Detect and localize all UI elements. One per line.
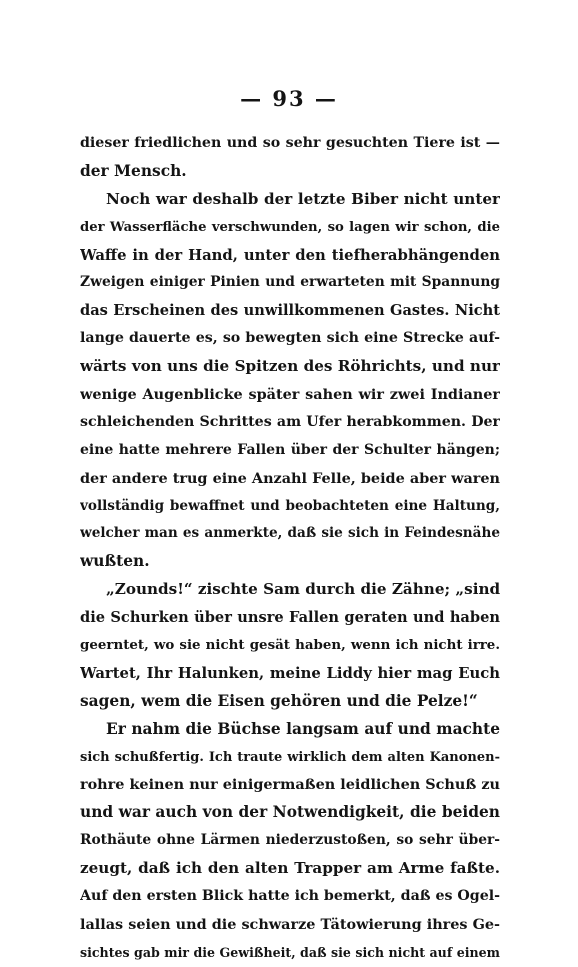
text-line: eine hatte mehrere Fallen über der Schulter hängen; — [80, 441, 500, 458]
text-line: das Erscheinen des unwillkommenen Gastes. Nicht — [80, 302, 500, 320]
text-line: sagen, wem die Eisen gehören und die Pelze!“ — [80, 691, 478, 710]
text-line: Rothäute ohne Lärmen niederzustoßen, so sehr über- — [80, 832, 500, 849]
text-line: sich schußfertig. Ich traute wirklich dem alten Kanonen- — [80, 749, 500, 765]
text-line: Noch war deshalb der letzte Biber nicht unter — [106, 189, 500, 208]
text-line: wenige Augenblicke später sahen wir zwei Indianer — [80, 386, 500, 404]
text-line: Zweigen einiger Pinien und erwarteten mit Spannung — [80, 274, 500, 291]
text-line: lange dauerte es, so bewegten sich eine Strecke auf- — [80, 330, 500, 347]
text-line: der Mensch. — [80, 161, 187, 180]
text-line: zeugt, daß ich den alten Trapper am Arme faßte. — [80, 859, 500, 878]
text-line: dieser friedlichen und so sehr gesuchten Tiere ist — — [80, 135, 500, 151]
text-line: welcher man es anmerkte, daß sie sich in Feindesnähe — [80, 525, 500, 542]
text-line: Waffe in der Hand, unter den tiefherabhängenden — [80, 246, 500, 264]
text-line: rohre keinen nur einigermaßen leidlichen Schuß zu — [80, 776, 500, 794]
text-line: geerntet, wo sie nicht gesät haben, wenn ich nicht irre. — [80, 637, 500, 654]
text-line: lallas seien und die schwarze Tätowierung ihres Ge- — [80, 915, 500, 933]
text-line: Er nahm die Büchse langsam auf und machte — [106, 719, 500, 738]
text-line: „Zounds!“ zischte Sam durch die Zähne; „sind — [106, 580, 500, 599]
text-line: wärts von uns die Spitzen des Röhrichts, und nur — [80, 357, 500, 376]
text-line: wußten. — [80, 552, 150, 571]
text-line: die Schurken über unsre Fallen geraten und haben — [80, 609, 500, 627]
text-line: und war auch von der Notwendigkeit, die beiden — [80, 803, 500, 822]
text-line: Auf den ersten Blick hatte ich bemerkt, daß es Ogel- — [80, 888, 500, 905]
text-line: der Wasserfläche verschwunden, so lagen wir schon, die — [80, 219, 500, 235]
text-line: vollständig bewaffnet und beobachteten eine Haltung, — [80, 497, 500, 514]
text-line: Wartet, Ihr Halunken, meine Liddy hier mag Euch — [80, 664, 500, 682]
page-number: — 93 — — [240, 86, 338, 111]
body-text — [80, 130, 500, 967]
text-line: der andere trug eine Anzahl Felle, beide aber waren — [80, 469, 500, 487]
text-line: schleichenden Schrittes am Ufer herabkommen. Der — [80, 413, 500, 430]
text-line: sichtes gab mir die Gewißheit, daß sie sich nicht auf einem — [80, 944, 500, 960]
